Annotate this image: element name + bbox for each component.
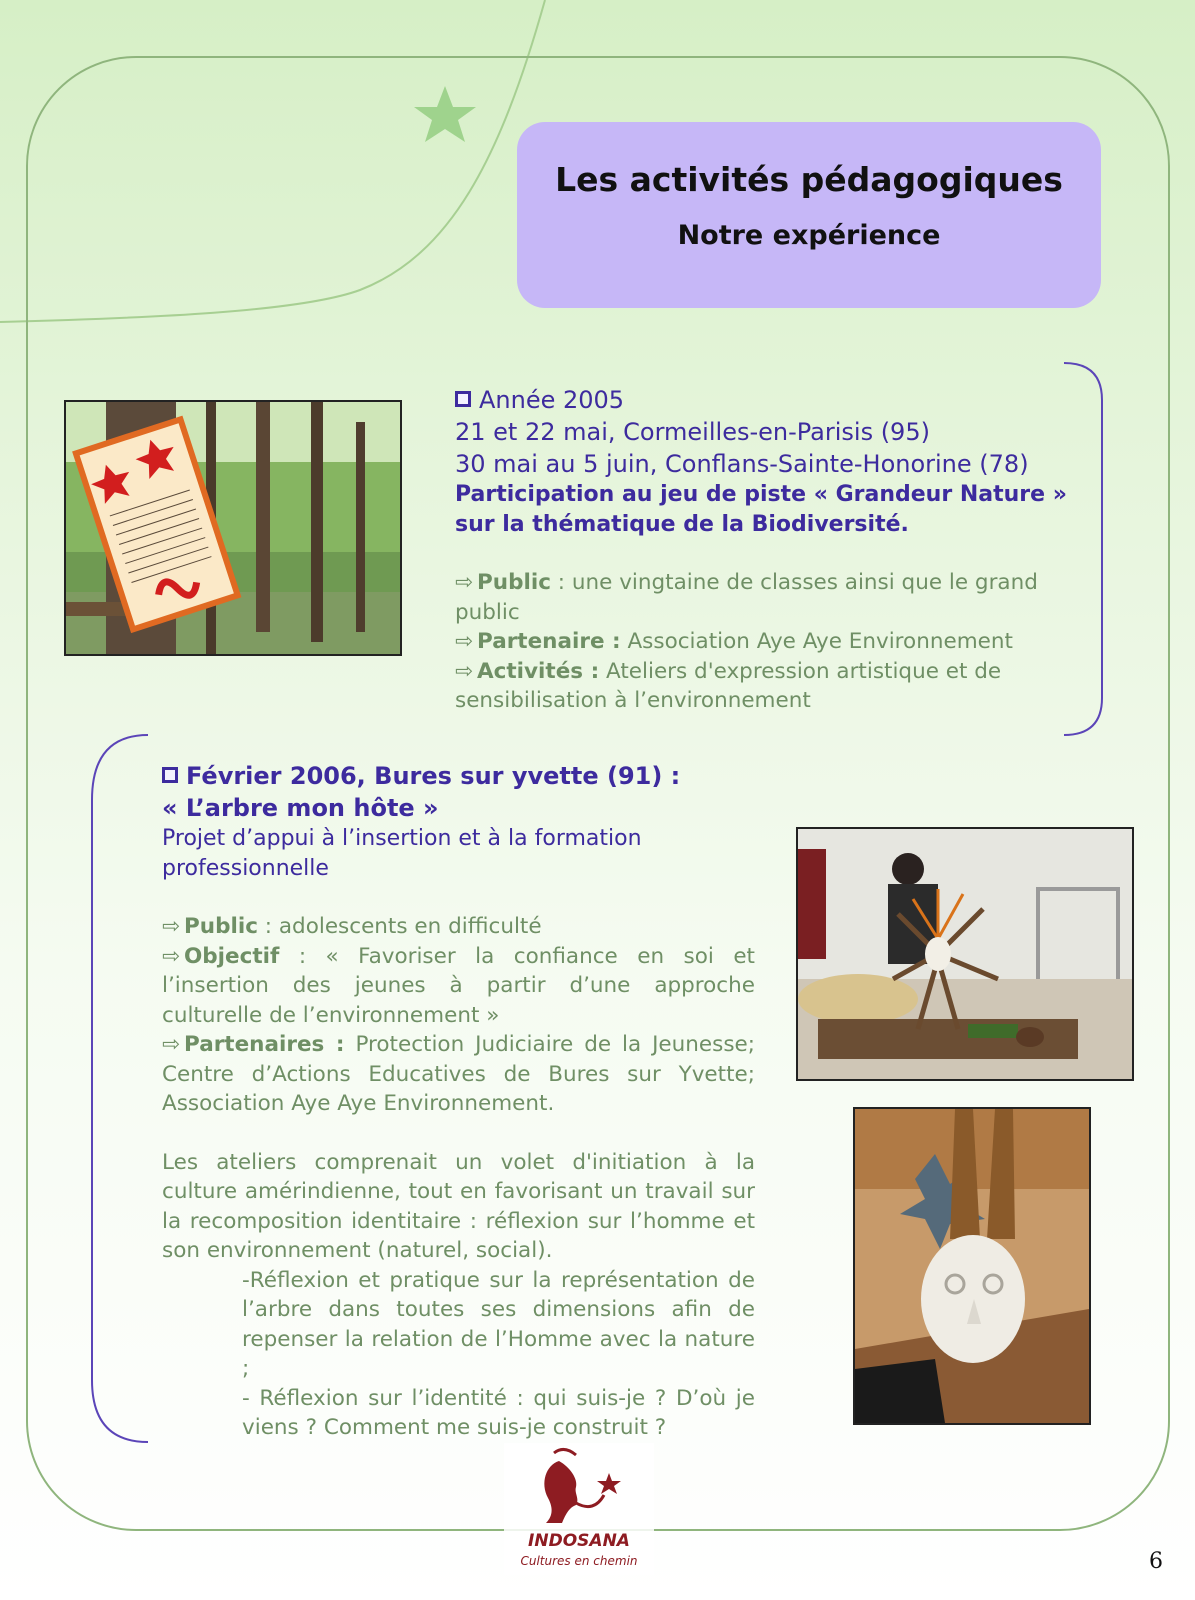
section2-point-2: - Réflexion sur l’identité : qui suis-je ? D’où je viens ? Comment me suis-je construit ?: [242, 1385, 755, 1440]
section1-public-text: : une vingtaine de classes ainsi que le grand public: [455, 570, 1038, 625]
section-2005: [455, 384, 1067, 716]
arrow-icon: ⇨: [455, 629, 474, 654]
section1-public-label: Public: [477, 570, 551, 595]
section2-public-label: Public: [184, 914, 258, 939]
forest-banner-photo: [64, 400, 402, 656]
section2-public-text: : adolescents en difficulté: [257, 914, 542, 939]
section1-activities-text: Ateliers d'expression artistique et de sensibilisation à l’environnement: [455, 658, 1002, 713]
section1-description: Participation au jeu de piste « Grandeur Nature » sur la thématique de la Biodiversité.: [455, 482, 1067, 537]
section1-partner-label: Partenaire :: [477, 629, 621, 654]
section1-activities-label: Activités :: [477, 658, 600, 684]
section1-dates-2: 30 mai au 5 juin, Conflans-Sainte-Honorine (78): [455, 450, 1029, 478]
section2-paragraph: Les ateliers comprenait un volet d'initiation à la culture amérindienne, tout en favorisant un travail sur la recomposition identitaire : réflexion sur l’homme et son environnement (naturel, social).: [162, 1149, 755, 1263]
logo-name: INDOSANA: [528, 1531, 630, 1551]
section2-description: Projet d’appui à l’insertion et à la formation professionnelle: [162, 826, 642, 881]
arrow-icon: ⇨: [162, 943, 181, 969]
arrow-icon: ⇨: [162, 914, 181, 939]
workshop-photo: [796, 827, 1134, 1081]
section-2006: [162, 760, 755, 1443]
title-box: [517, 122, 1101, 308]
mask-photo: [853, 1107, 1091, 1425]
page-number: 6: [1149, 1549, 1163, 1574]
checkbox-bullet-icon: [455, 391, 471, 407]
arrow-icon: ⇨: [162, 1032, 181, 1057]
section2-partners-text: Protection Judiciaire de la Jeunesse; Centre d’Actions Educatives de Bures sur Yvette; Association Aye Aye Environnement.: [162, 1032, 755, 1116]
arrow-icon: ⇨: [455, 570, 474, 595]
section2-objective-label: Objectif: [184, 943, 280, 969]
checkbox-bullet-icon: [162, 767, 178, 783]
section2-partners-label: Partenaires :: [184, 1032, 345, 1057]
section1-partner-text: Association Aye Aye Environnement: [620, 629, 1013, 654]
indosana-logo: [504, 1443, 654, 1575]
section2-quote: « L’arbre mon hôte »: [162, 794, 439, 822]
logo-tagline: Cultures en chemin: [520, 1554, 638, 1568]
section1-dates-1: 21 et 22 mai, Cormeilles-en-Parisis (95): [455, 418, 930, 446]
page-title: Les activités pédagogiques: [555, 160, 1063, 199]
arrow-icon: ⇨: [455, 658, 474, 684]
page-subtitle: Notre expérience: [677, 220, 941, 251]
section2-heading: Février 2006, Bures sur yvette (91) :: [186, 762, 681, 790]
section1-year: Année 2005: [479, 386, 625, 414]
section2-objective-text: : « Favoriser la confiance en soi et l’insertion des jeunes à partir d’une approche culturelle de l’environnement »: [162, 943, 755, 1028]
section2-point-1: -Réflexion et pratique sur la représentation de l’arbre dans toutes ses dimensions afin de repenser la relation de l’Homme avec la nature ;: [242, 1267, 755, 1381]
